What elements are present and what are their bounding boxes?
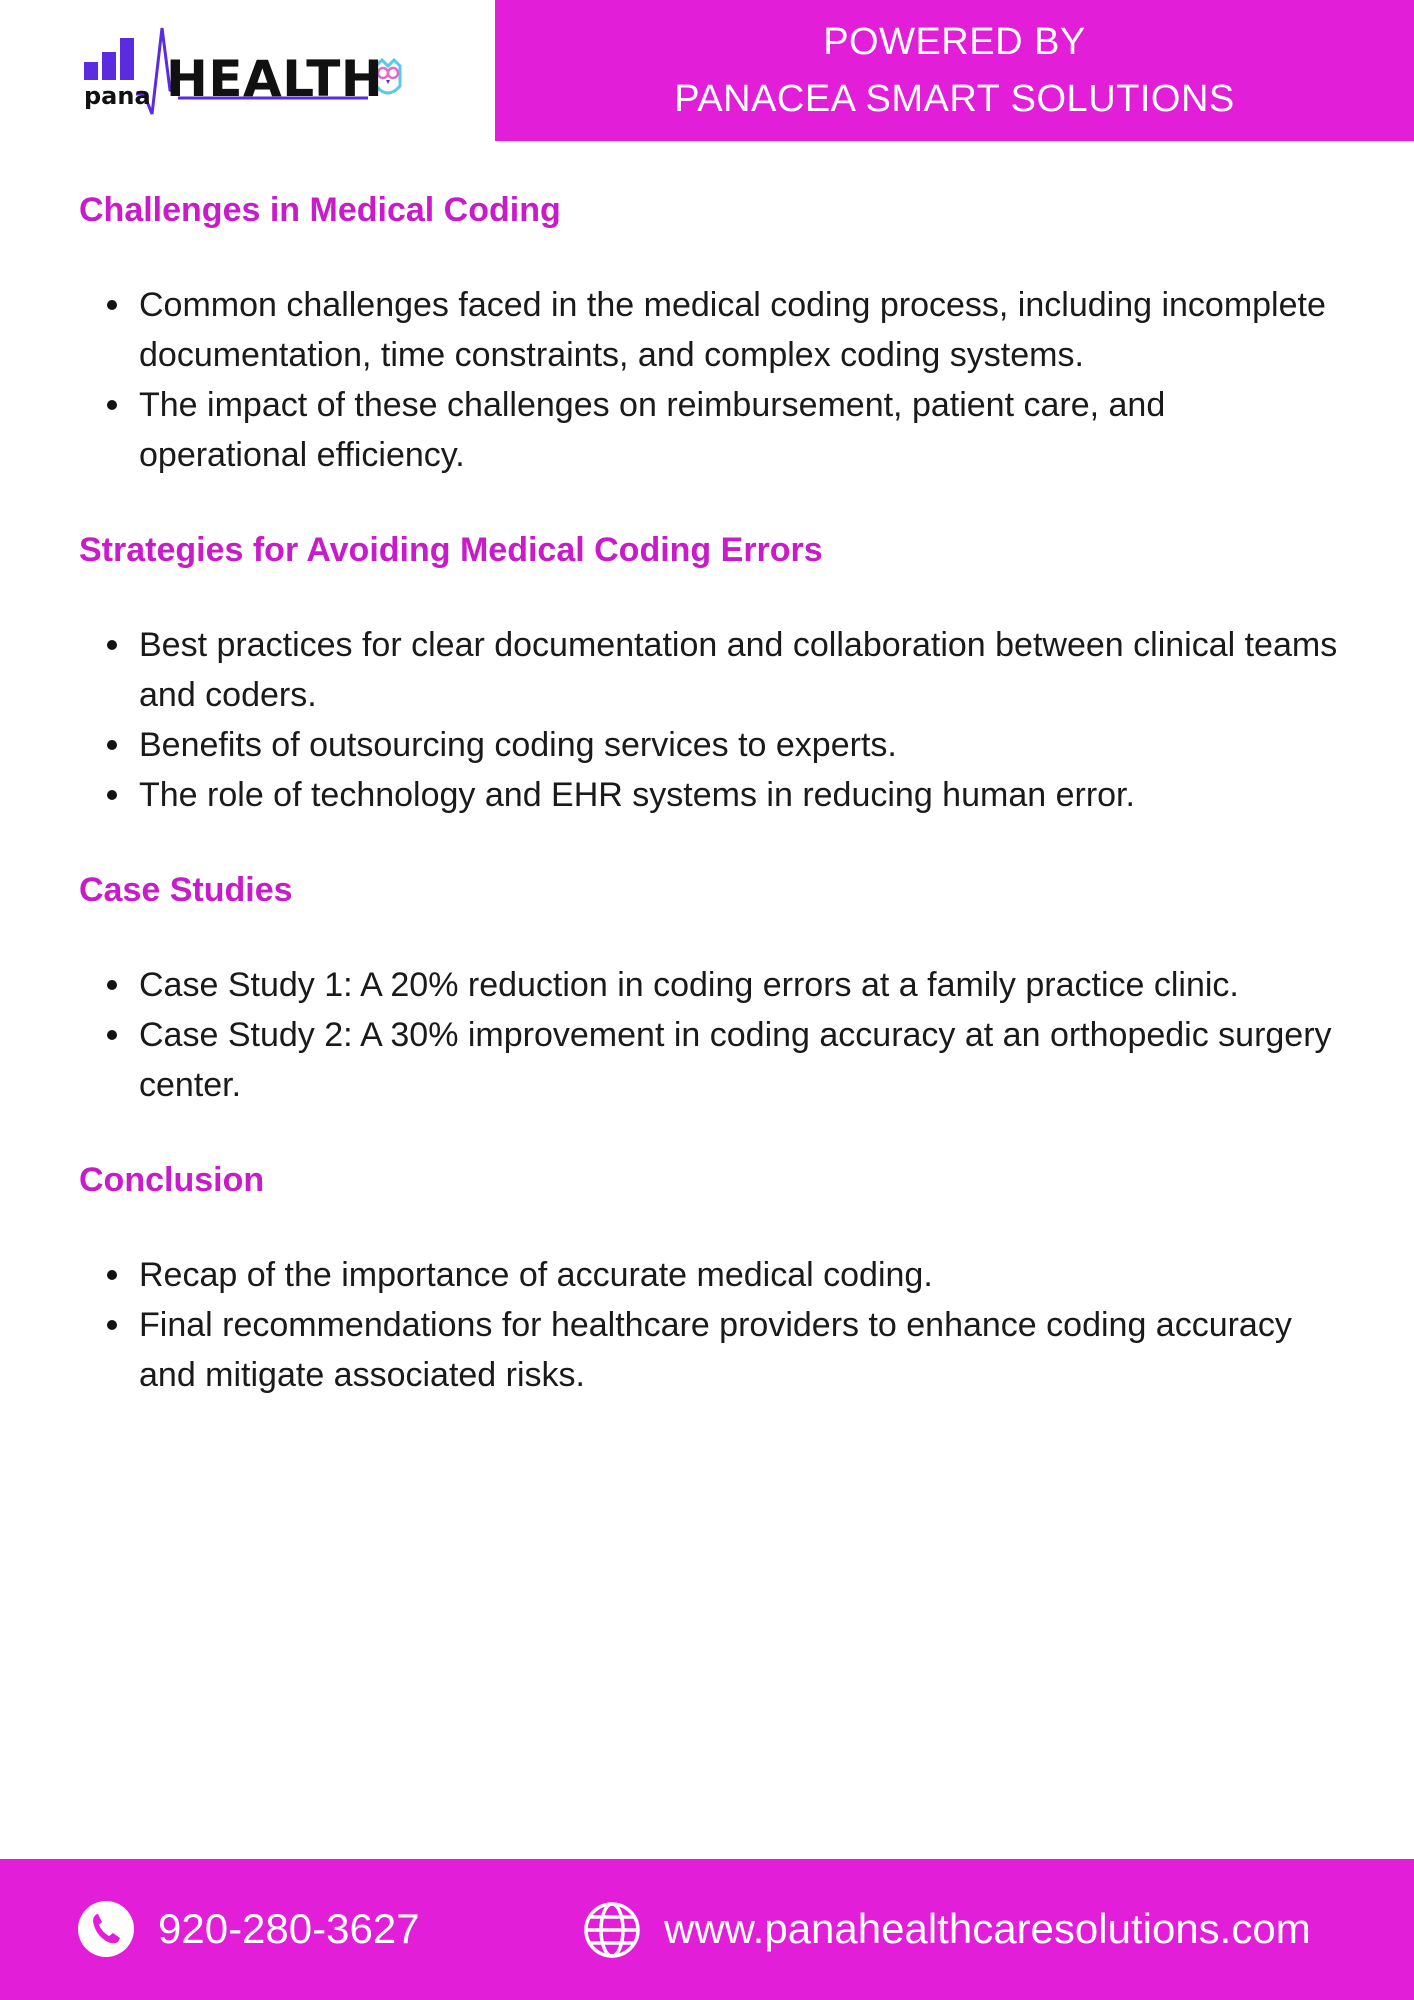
list-item: Final recommendations for healthcare providers to enhance coding accuracy and mitigate associated risks. — [79, 1300, 1339, 1400]
globe-icon — [583, 1901, 641, 1959]
section-challenges — [79, 180, 1339, 480]
bullet-list — [79, 1250, 1339, 1400]
list-item: Case Study 1: A 20% reduction in coding errors at a family practice clinic. — [79, 960, 1339, 1010]
bullet-list — [79, 620, 1339, 820]
section-title: Strategies for Avoiding Medical Coding Errors — [79, 531, 823, 569]
phone-icon — [78, 1901, 134, 1957]
logo-pana-text: pana — [84, 82, 151, 110]
phone-number[interactable]: 920-280-3627 — [158, 1905, 420, 1952]
list-item: Benefits of outsourcing coding services to experts. — [79, 720, 1339, 770]
list-item: Recap of the importance of accurate medical coding. — [79, 1250, 1339, 1300]
section-case-studies — [79, 860, 1339, 1110]
list-item: Common challenges faced in the medical coding process, including incomplete documentation, time constraints, and complex coding systems. — [79, 280, 1339, 380]
logo — [82, 24, 412, 120]
bullet-list — [79, 960, 1339, 1110]
website-link[interactable]: www.panahealthcaresolutions.com — [664, 1905, 1311, 1952]
main-content — [79, 180, 1339, 1440]
company-name-line: PANACEA SMART SOLUTIONS — [674, 77, 1235, 120]
powered-by-banner — [495, 0, 1414, 141]
section-conclusion — [79, 1150, 1339, 1400]
section-title: Conclusion — [79, 1161, 265, 1199]
section-strategies — [79, 520, 1339, 820]
list-item: Best practices for clear documentation and collaboration between clinical teams and coders. — [79, 620, 1339, 720]
footer — [0, 1859, 1414, 2000]
bullet-list — [79, 280, 1339, 480]
section-title: Case Studies — [79, 871, 293, 909]
list-item: Case Study 2: A 30% improvement in coding accuracy at an orthopedic surgery center. — [79, 1010, 1339, 1110]
logo-health-text: HEALTH — [166, 50, 384, 108]
powered-by-line: POWERED BY — [823, 20, 1086, 63]
section-title: Challenges in Medical Coding — [79, 191, 561, 229]
list-item: The role of technology and EHR systems in reducing human error. — [79, 770, 1339, 820]
list-item: The impact of these challenges on reimbursement, patient care, and operational efficiency. — [79, 380, 1339, 480]
